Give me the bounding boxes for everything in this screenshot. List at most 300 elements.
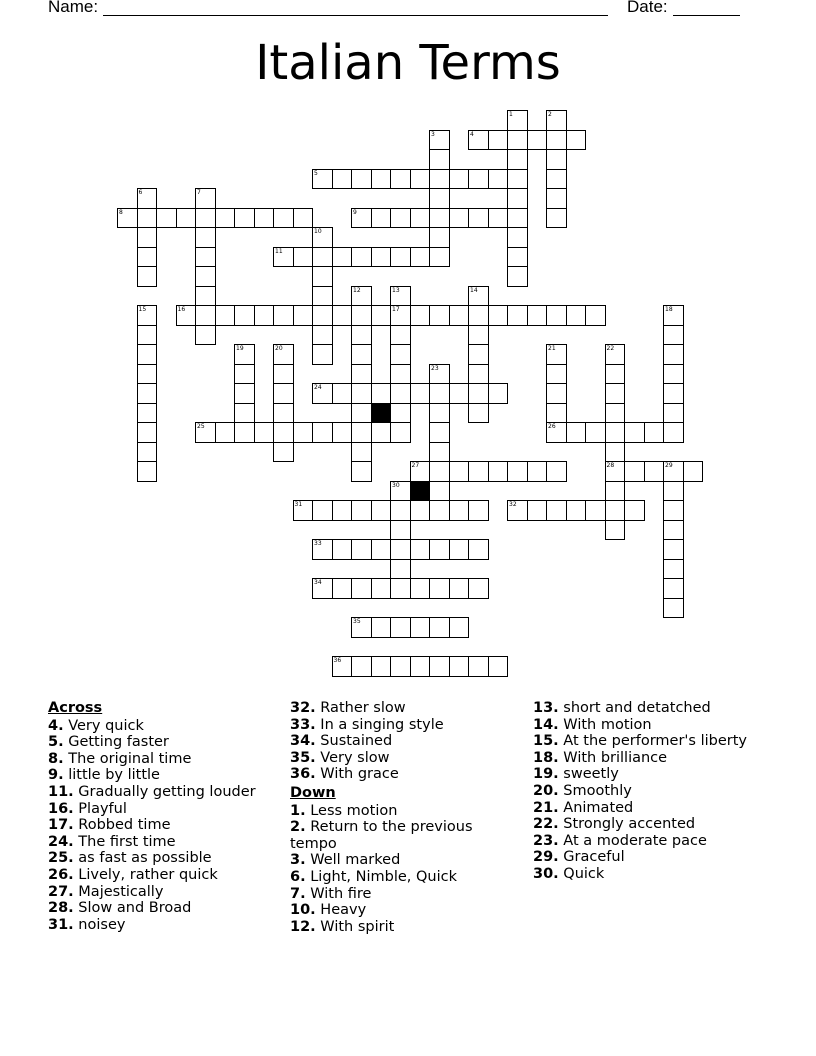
answer-cell[interactable] [293,500,314,521]
answer-cell[interactable] [429,481,450,502]
answer-cell[interactable] [663,578,684,599]
answer-cell[interactable] [663,403,684,424]
answer-cell[interactable] [449,461,470,482]
answer-cell[interactable] [410,247,431,268]
answer-cell[interactable] [507,227,528,248]
answer-cell[interactable] [293,208,314,229]
answer-cell[interactable] [371,578,392,599]
answer-cell[interactable] [312,169,333,190]
answer-cell[interactable] [351,364,372,385]
answer-cell[interactable] [137,403,158,424]
answer-cell[interactable] [390,325,411,346]
clue-number: 20 [275,345,283,352]
answer-cell[interactable] [390,286,411,307]
answer-cell[interactable] [312,539,333,560]
answer-cell[interactable] [371,500,392,521]
answer-cell[interactable] [449,539,470,560]
answer-cell[interactable] [234,208,255,229]
answer-cell[interactable] [390,422,411,443]
answer-cell[interactable] [449,169,470,190]
answer-cell[interactable] [605,403,626,424]
answer-cell[interactable] [371,656,392,677]
answer-cell[interactable] [507,188,528,209]
answer-cell[interactable] [546,149,567,170]
answer-cell[interactable] [273,442,294,463]
answer-cell[interactable] [605,364,626,385]
clue-text: With spirit [315,918,395,935]
answer-cell[interactable] [332,422,353,443]
answer-cell[interactable] [449,578,470,599]
answer-cell[interactable] [351,286,372,307]
answer-cell[interactable] [332,539,353,560]
answer-cell[interactable] [410,208,431,229]
answer-cell[interactable] [507,110,528,131]
answer-cell[interactable] [273,403,294,424]
answer-cell[interactable] [137,364,158,385]
answer-cell[interactable] [312,578,333,599]
answer-cell[interactable] [468,656,489,677]
clue-number: 23 [431,364,439,372]
answer-cell[interactable] [312,383,333,404]
answer-cell[interactable] [312,266,333,287]
answer-cell[interactable] [410,383,431,404]
answer-cell[interactable] [429,227,450,248]
answer-cell[interactable] [332,383,353,404]
answer-cell[interactable] [605,383,626,404]
answer-cell[interactable] [312,247,333,268]
answer-cell[interactable] [546,344,567,365]
answer-cell[interactable] [605,520,626,541]
answer-cell[interactable] [429,656,450,677]
answer-cell[interactable] [351,422,372,443]
answer-cell[interactable] [605,442,626,463]
answer-cell[interactable] [566,305,587,326]
answer-cell[interactable] [488,208,509,229]
clue-number-label: 21. [533,799,559,816]
answer-cell[interactable] [429,617,450,638]
answer-cell[interactable] [390,500,411,521]
answer-cell[interactable] [273,305,294,326]
answer-cell[interactable] [273,208,294,229]
answer-cell[interactable] [624,422,645,443]
answer-cell[interactable] [429,422,450,443]
answer-cell[interactable] [137,188,158,209]
answer-cell[interactable] [429,578,450,599]
answer-cell[interactable] [390,578,411,599]
answer-cell[interactable] [390,559,411,580]
answer-cell[interactable] [663,598,684,619]
clue-text: The first time [73,833,176,850]
answer-cell[interactable] [351,500,372,521]
down-clue [533,866,773,883]
answer-cell[interactable] [371,208,392,229]
answer-cell[interactable] [468,344,489,365]
answer-cell[interactable] [429,442,450,463]
answer-cell[interactable] [410,169,431,190]
answer-cell[interactable] [605,500,626,521]
down-clue [533,700,773,717]
answer-cell[interactable] [429,130,450,151]
answer-cell[interactable] [195,266,216,287]
answer-cell[interactable] [390,364,411,385]
answer-cell[interactable] [663,422,684,443]
answer-cell[interactable] [137,227,158,248]
answer-cell[interactable] [644,422,665,443]
across-heading: Across [48,700,103,716]
answer-cell[interactable] [371,422,392,443]
answer-cell[interactable] [137,208,158,229]
answer-cell[interactable] [351,461,372,482]
answer-cell[interactable] [410,461,431,482]
down-clue [533,733,773,750]
clue-number-label: 19. [533,766,559,783]
answer-cell[interactable] [254,305,275,326]
answer-cell[interactable] [624,500,645,521]
answer-cell[interactable] [117,208,138,229]
answer-cell[interactable] [468,578,489,599]
answer-cell[interactable] [351,247,372,268]
answer-cell[interactable] [527,305,548,326]
answer-cell[interactable] [351,383,372,404]
answer-cell[interactable] [429,461,450,482]
answer-cell[interactable] [351,208,372,229]
answer-cell[interactable] [312,325,333,346]
clue-number-label: 23. [533,832,559,849]
answer-cell[interactable] [507,247,528,268]
answer-cell[interactable] [429,208,450,229]
answer-cell[interactable] [663,559,684,580]
across-clue [290,750,520,767]
answer-cell[interactable] [390,481,411,502]
answer-cell[interactable] [449,383,470,404]
answer-cell[interactable] [605,344,626,365]
answer-cell[interactable] [156,208,177,229]
answer-cell[interactable] [195,208,216,229]
clue-text: Playful [73,800,127,817]
down-clue [290,803,520,820]
answer-cell[interactable] [663,461,684,482]
answer-cell[interactable] [468,286,489,307]
answer-cell[interactable] [605,481,626,502]
answer-cell[interactable] [488,461,509,482]
answer-cell[interactable] [546,403,567,424]
answer-cell[interactable] [429,364,450,385]
answer-cell[interactable] [546,500,567,521]
answer-cell[interactable] [371,617,392,638]
across-clue [290,717,520,734]
clue-number: 21 [548,345,556,352]
answer-cell[interactable] [390,539,411,560]
answer-cell[interactable] [234,403,255,424]
down-clue [533,717,773,734]
clue-number-label: 31. [48,916,74,933]
answer-cell[interactable] [663,539,684,560]
answer-cell[interactable] [605,422,626,443]
answer-cell[interactable] [332,169,353,190]
answer-cell[interactable] [663,500,684,521]
answer-cell[interactable] [488,305,509,326]
answer-cell[interactable] [663,520,684,541]
across-clue [48,917,278,934]
answer-cell[interactable] [351,344,372,365]
answer-cell[interactable] [390,344,411,365]
answer-cell[interactable] [663,344,684,365]
answer-cell[interactable] [624,461,645,482]
answer-cell[interactable] [527,461,548,482]
answer-cell[interactable] [351,656,372,677]
answer-cell[interactable] [351,325,372,346]
answer-cell[interactable] [390,208,411,229]
answer-cell[interactable] [137,461,158,482]
clue-text: At the performer's liberty [558,733,747,750]
answer-cell[interactable] [507,305,528,326]
answer-cell[interactable] [449,617,470,638]
answer-cell[interactable] [410,578,431,599]
clue-number: 19 [236,345,244,352]
answer-cell[interactable] [468,325,489,346]
answer-cell[interactable] [546,305,567,326]
across-clue [48,884,278,901]
answer-cell[interactable] [468,539,489,560]
answer-cell[interactable] [449,305,470,326]
answer-cell[interactable] [351,305,372,326]
answer-cell[interactable] [585,305,606,326]
answer-cell[interactable] [195,188,216,209]
answer-cell[interactable] [566,422,587,443]
answer-cell[interactable] [332,500,353,521]
answer-cell[interactable] [507,130,528,151]
answer-cell[interactable] [410,656,431,677]
answer-cell[interactable] [254,422,275,443]
answer-cell[interactable] [683,461,704,482]
answer-cell[interactable] [429,500,450,521]
answer-cell[interactable] [390,169,411,190]
answer-cell[interactable] [390,617,411,638]
answer-cell[interactable] [390,247,411,268]
answer-cell[interactable] [663,481,684,502]
answer-cell[interactable] [371,383,392,404]
answer-cell[interactable] [215,208,236,229]
down-clue [290,919,520,936]
answer-cell[interactable] [312,500,333,521]
answer-cell[interactable] [215,422,236,443]
answer-cell[interactable] [663,325,684,346]
answer-cell[interactable] [468,461,489,482]
clue-number-label: 10. [290,902,316,919]
answer-cell[interactable] [293,422,314,443]
answer-cell[interactable] [137,344,158,365]
clue-text: Graceful [558,849,625,866]
clue-number: 16 [177,306,186,313]
answer-cell[interactable] [507,266,528,287]
answer-cell[interactable] [332,305,353,326]
answer-cell[interactable] [585,422,606,443]
answer-cell[interactable] [351,403,372,424]
answer-cell[interactable] [429,305,450,326]
answer-cell[interactable] [390,383,411,404]
answer-cell[interactable] [137,247,158,268]
answer-cell[interactable] [566,500,587,521]
answer-cell[interactable] [371,539,392,560]
clue-text: as fast as possible [73,850,212,867]
answer-cell[interactable] [176,305,197,326]
answer-cell[interactable] [195,325,216,346]
answer-cell[interactable] [234,344,255,365]
clue-text: Heavy [315,902,367,919]
clue-number-label: 18. [533,749,559,766]
answer-cell[interactable] [468,130,489,151]
answer-cell[interactable] [234,383,255,404]
answer-cell[interactable] [351,442,372,463]
answer-cell[interactable] [351,617,372,638]
answer-cell[interactable] [137,325,158,346]
answer-cell[interactable] [332,656,353,677]
answer-cell[interactable] [566,130,587,151]
answer-cell[interactable] [449,656,470,677]
answer-cell[interactable] [488,383,509,404]
answer-cell[interactable] [312,344,333,365]
answer-cell[interactable] [137,442,158,463]
answer-cell[interactable] [351,578,372,599]
answer-cell[interactable] [332,247,353,268]
clue-text: Lively, rather quick [73,866,218,883]
clue-text: Light, Nimble, Quick [305,868,457,885]
answer-cell[interactable] [546,383,567,404]
answer-cell[interactable] [663,383,684,404]
clue-text: In a singing style [315,716,444,733]
clue-number: 30 [392,481,400,489]
answer-cell[interactable] [507,149,528,170]
clue-number: 13 [392,286,400,294]
answer-cell[interactable] [234,422,255,443]
answer-cell[interactable] [429,539,450,560]
answer-cell[interactable] [507,500,528,521]
answer-cell[interactable] [312,305,333,326]
answer-cell[interactable] [546,422,567,443]
answer-cell[interactable] [546,110,567,131]
clue-text: short and detatched [558,700,711,716]
answer-cell[interactable] [488,169,509,190]
answer-cell[interactable] [254,208,275,229]
answer-cell[interactable] [546,188,567,209]
answer-cell[interactable] [390,305,411,326]
answer-cell[interactable] [585,500,606,521]
answer-cell[interactable] [371,169,392,190]
answer-cell[interactable] [527,130,548,151]
answer-cell[interactable] [371,247,392,268]
answer-cell[interactable] [410,500,431,521]
answer-cell[interactable] [449,500,470,521]
answer-cell[interactable] [429,247,450,268]
answer-cell[interactable] [410,617,431,638]
answer-cell[interactable] [546,130,567,151]
answer-cell[interactable] [468,364,489,385]
answer-cell[interactable] [351,539,372,560]
answer-cell[interactable] [449,208,470,229]
answer-cell[interactable] [429,169,450,190]
across-clue [48,817,278,834]
answer-cell[interactable] [546,208,567,229]
answer-cell[interactable] [546,461,567,482]
clue-text: sweetly [558,766,619,783]
answer-cell[interactable] [234,364,255,385]
clue-number-label: 7. [290,885,306,902]
answer-cell[interactable] [137,422,158,443]
answer-cell[interactable] [468,305,489,326]
answer-cell[interactable] [273,364,294,385]
answer-cell[interactable] [273,422,294,443]
answer-cell[interactable] [488,130,509,151]
answer-cell[interactable] [195,305,216,326]
answer-cell[interactable] [137,383,158,404]
clue-number: 8 [119,208,123,216]
answer-cell[interactable] [507,208,528,229]
answer-cell[interactable] [429,383,450,404]
answer-cell[interactable] [468,500,489,521]
clue-text: Strongly accented [558,816,696,833]
answer-cell[interactable] [195,286,216,307]
answer-cell[interactable] [390,520,411,541]
answer-cell[interactable] [488,656,509,677]
answer-cell[interactable] [293,247,314,268]
answer-cell[interactable] [605,461,626,482]
answer-cell[interactable] [176,208,197,229]
answer-cell[interactable] [546,169,567,190]
answer-cell[interactable] [468,383,489,404]
answer-cell[interactable] [312,227,333,248]
answer-cell[interactable] [410,305,431,326]
answer-cell[interactable] [215,305,236,326]
answer-cell[interactable] [390,656,411,677]
answer-cell[interactable] [332,578,353,599]
answer-cell[interactable] [429,403,450,424]
answer-cell[interactable] [429,188,450,209]
answer-cell[interactable] [312,286,333,307]
answer-cell[interactable] [273,344,294,365]
answer-cell[interactable] [507,461,528,482]
clue-number-label: 27. [48,883,74,900]
answer-cell[interactable] [273,247,294,268]
answer-cell[interactable] [663,305,684,326]
answer-cell[interactable] [137,266,158,287]
answer-cell[interactable] [468,169,489,190]
answer-cell[interactable] [195,422,216,443]
down-clue [290,886,520,903]
answer-cell[interactable] [195,247,216,268]
answer-cell[interactable] [234,305,255,326]
answer-cell[interactable] [137,305,158,326]
answer-cell[interactable] [663,364,684,385]
answer-cell[interactable] [527,500,548,521]
answer-cell[interactable] [312,422,333,443]
answer-cell[interactable] [410,539,431,560]
answer-cell[interactable] [390,403,411,424]
clue-number: 35 [353,618,361,625]
answer-cell[interactable] [644,461,665,482]
answer-cell[interactable] [546,364,567,385]
answer-cell[interactable] [351,169,372,190]
answer-cell[interactable] [371,305,392,326]
answer-cell[interactable] [273,383,294,404]
answer-cell[interactable] [468,208,489,229]
clue-text: Less motion [305,802,398,819]
answer-cell[interactable] [507,169,528,190]
answer-cell[interactable] [468,403,489,424]
answer-cell[interactable] [195,227,216,248]
answer-cell[interactable] [429,149,450,170]
clue-number: 2 [548,111,552,118]
answer-cell[interactable] [293,305,314,326]
